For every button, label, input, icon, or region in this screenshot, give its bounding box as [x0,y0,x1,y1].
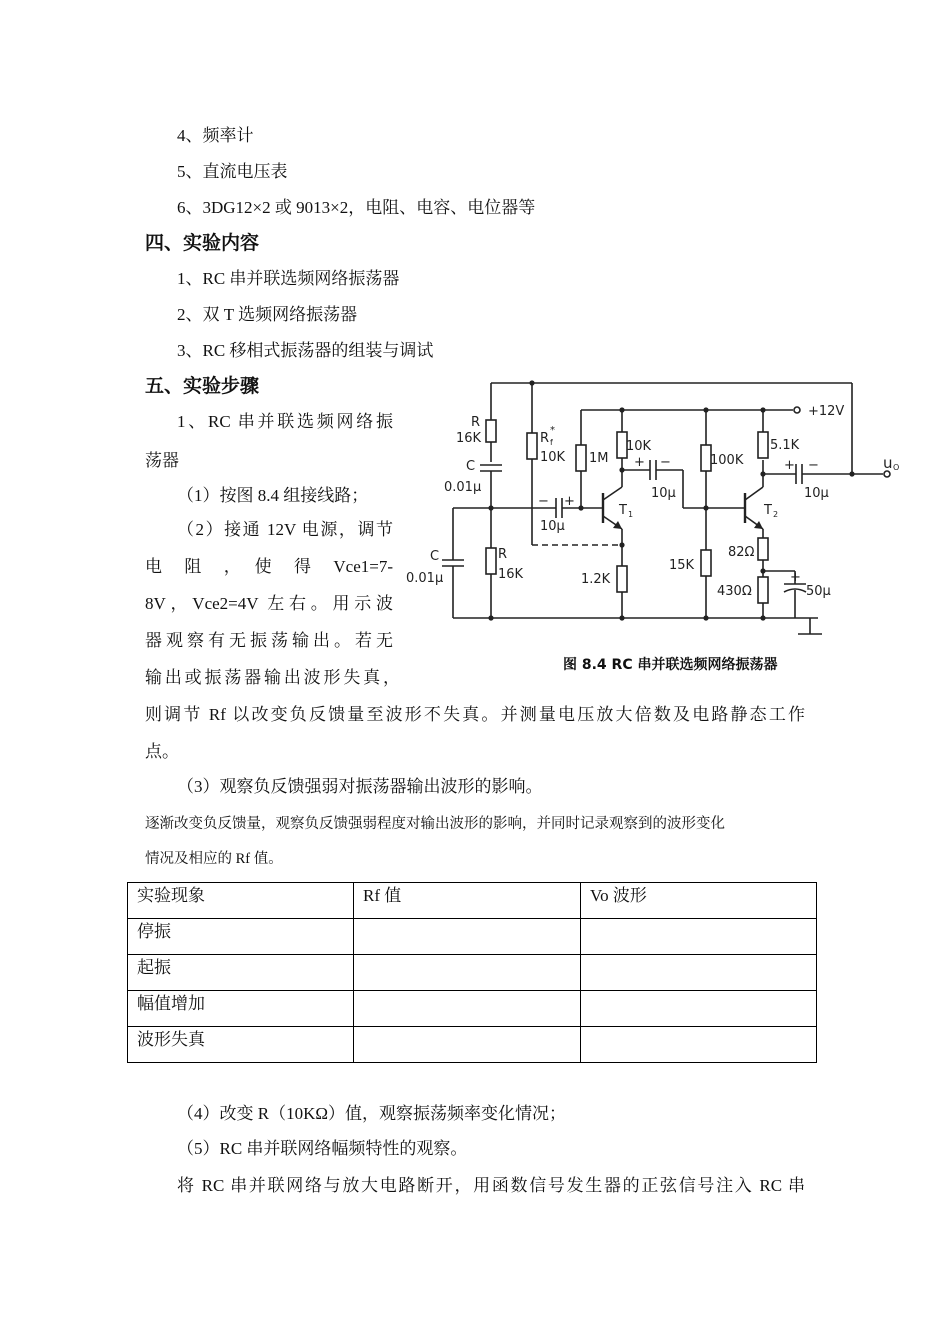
step-1-sub-1: （1）按图 8.4 组接线路； [177,486,369,505]
content-item-1: 1、RC 串并联选频网络振荡器 [177,269,400,288]
label-c-mid-minus: − [660,455,671,470]
step-1-sub-3: （3）观察负反馈强弱对振荡器输出波形的影响。 [177,777,543,796]
equipment-item-6: 6、3DG12×2 或 9013×2，电阻、电容、电位器等 [177,198,536,217]
table-row [128,1027,817,1063]
label-c-top-val: 0.01μ [444,480,482,495]
step-1-sub-2-e: 输出或振荡器输出波形失真， [145,668,400,687]
label-r15k: 15K [669,558,695,573]
table-cell [581,919,817,955]
equipment-item-4: 4、频率计 [177,126,254,145]
table-cell [581,991,817,1027]
table-cell [354,991,581,1027]
table-header-cell: Vo 波形 [581,883,817,919]
table-cell [354,1027,581,1063]
table-header-row [128,883,817,919]
equipment-item-5: 5、直流电压表 [177,162,288,181]
label-c-in: 10μ [540,519,565,534]
table-cell [581,1027,817,1063]
step-1-line-a: 1、RC 串并联选频网络振 [177,412,393,431]
step-1-sub-2-c: 8V，Vce2=4V 左右。用示波 [145,594,393,613]
table-cell: 波形失真 [128,1027,354,1063]
section-heading-content: 四、实验内容 [145,232,260,254]
content-item-3: 3、RC 移相式振荡器的组装与调试 [177,341,434,360]
label-rf-val: 10K [540,450,566,465]
label-c-mid-plus: + [634,455,645,470]
label-rc2: 5.1K [770,438,800,453]
table-row [128,919,817,955]
table-cell [354,955,581,991]
step-1-sub-3-note-a: 逐渐改变负反馈量，观察负反馈强弱程度对输出波形的影响，并同时记录观察到的波形变化 [145,816,725,832]
step-1-sub-5-text: 将 RC 串并联网络与放大电路断开，用函数信号发生器的正弦信号注入 RC 串 [177,1176,805,1195]
emitter-arrows [613,521,763,529]
label-t2: T [764,503,772,518]
step-1-sub-4: （4）改变 R（10KΩ）值，观察振荡频率变化情况； [177,1104,566,1123]
label-t1: T [619,503,627,518]
table-cell: 停振 [128,919,354,955]
table-header-cell: 实验现象 [128,883,354,919]
table-row [128,991,817,1027]
figure-caption: 图 8.4 RC 串并联选频网络振荡器 [563,657,778,673]
table-cell [581,955,817,991]
observation-table [127,882,817,1063]
label-re2a: 82Ω [728,545,755,560]
table-cell: 起振 [128,955,354,991]
label-r-top-val: 16K [456,431,482,446]
label-c-out-minus: − [808,458,819,473]
label-c-out-plus: + [784,458,795,473]
step-1-sub-2-a: （2）接通 12V 电源，调节 [177,520,393,539]
label-uo: u [883,454,893,472]
label-ce: 50μ [806,584,831,599]
label-r100k: 100K [710,453,744,468]
step-1-sub-2-g: 点。 [145,742,179,761]
step-1-line-b: 荡器 [145,451,179,470]
label-rf: R [540,431,550,446]
label-re2b: 430Ω [717,584,752,599]
label-r-bot-val: 16K [498,567,524,582]
label-uo-sub: O [893,463,900,472]
step-1-sub-2-d: 器观察有无振荡输出。若无 [145,631,393,650]
label-c-top: C [466,459,476,474]
label-rc1: 10K [626,439,652,454]
label-c-out: 10μ [804,486,829,501]
label-rf-sub: f [550,438,553,447]
label-t1-sub: 1 [628,510,634,519]
table-header-cell: Rf 值 [354,883,581,919]
label-c-mid: 10μ [651,486,676,501]
label-c-in-plus: + [564,494,575,509]
step-1-sub-5: （5）RC 串并联网络幅频特性的观察。 [177,1139,468,1158]
content-item-2: 2、双 T 选频网络振荡器 [177,305,358,324]
label-ce-plus: + [790,570,801,585]
label-vcc: +12V [808,404,845,419]
table-row [128,955,817,991]
step-1-sub-2-b: 电 阻 ， 使 得 Vce1=7- [145,557,393,576]
label-c-in-minus: − [538,494,549,509]
label-rf-star: * [550,425,555,436]
label-r-top: R [471,415,481,430]
label-r-bot: R [498,547,508,562]
table-cell: 幅值增加 [128,991,354,1027]
step-1-sub-3-note-b: 情况及相应的 Rf 值。 [145,851,283,867]
label-c-bot-val: 0.01μ [406,571,444,586]
table-cell [354,919,581,955]
label-re1: 1.2K [581,572,611,587]
label-c-bot: C [430,549,440,564]
step-1-sub-2-f: 则调节 Rf 以改变负反馈量至波形不失真。并测量电压放大倍数及电路静态工作 [145,705,805,724]
section-heading-steps: 五、实验步骤 [145,375,260,397]
label-r1m: 1M [589,451,609,466]
label-t2-sub: 2 [773,510,779,519]
